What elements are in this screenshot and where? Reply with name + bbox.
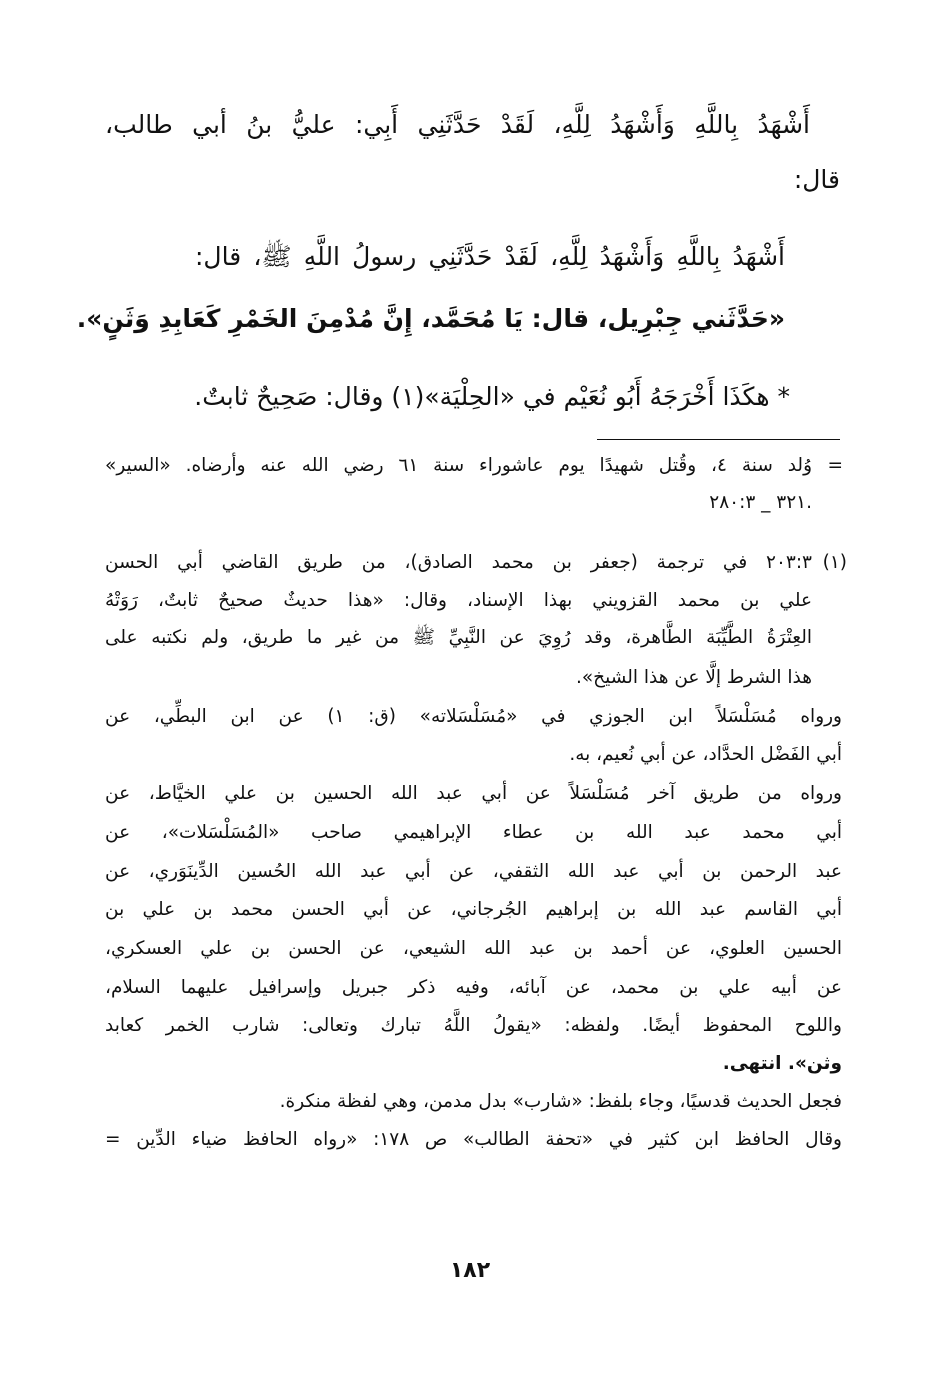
footnote-line: وقال الحافظ ابن كثير في «تحفة الطالب» ص ١٧٨: «رواه الحافظ ضياء الدِّين = [105,1129,842,1150]
footnote-number: (١) [822,552,847,573]
footnote-line: أبي الفَضْل الحدَّاد، عن أبي نُعيم، به. [569,744,842,765]
footnote-line: علي بن محمد القزويني بهذا الإسناد، وقال: «هذا حديثٌ صحيحٌ ثابتٌ، رَوَتْهُ [105,590,812,611]
continuation-mark: = [827,455,843,476]
footnote-line: عبد الرحمن بن أبي عبد الله الثقفي، عن أبي عبد الله الحُسين الدِّينَوَري، عن [105,861,842,882]
footnote-line: عن أبيه علي بن محمد، عن آبائه، وفيه ذكر جبريل وإسرافيل عليهما السلام، [105,977,842,998]
footnote-line: هذا الشرط إلَّا عن هذا الشيخ». [575,667,812,688]
main-line: أَشْهَدُ بِاللَّهِ وَأَشْهَدُ لِلَّهِ، لَقَدْ حَدَّثَنِي رسولُ اللَّهِ ﷺ، قال: [195,242,785,271]
footnote-divider [597,439,840,440]
footnote-line: فجعل الحديث قدسيًا، وجاء بلفظ: «شارب» بدل مدمن، وهي لفظة منكرة. [279,1091,842,1112]
main-line: قال: [793,165,840,194]
main-line: أَشْهَدُ بِاللَّهِ وَأَشْهَدُ لِلَّهِ، لَقَدْ حَدَّثَنِي أَبِي: عليُّ بنُ أبي طالب، [105,110,810,139]
footnote-line: واللوح المحفوظ أيضًا. ولفظه: «يقولُ اللَّهُ تبارك وتعالى: شارب الخمر كعابد [105,1015,842,1036]
footnote-line: ورواه من طريق آخر مُسَلْسَلاً عن أبي عبد الله الحسين بن علي الخيَّاط، عن [105,783,842,804]
footnote-line: ٢٠٣:٣ في ترجمة (جعفر بن محمد الصادق)، من طريق القاضي أبي الحسن [105,552,812,573]
footnote-line: .٣٢١ _ ٢٨٠:٣ [709,492,812,513]
footnote-line: وثن». انتهى. [722,1053,842,1074]
footnote-line: أبي محمد عبد الله بن عطاء الإبراهيمي صاحب «المُسَلْسَلات»، عن [105,822,842,843]
footnote-line: العِتْرَةُ الطَّيِّبَة الطَّاهرة، وقد رُوِيَ عن النَّبِيِّ ﷺ من غير ما طريق، ولم نكتبه على [105,627,812,648]
footnote-line: وُلد سنة ٤، وقُتل شهيدًا يوم عاشوراء سنة ٦١ رضي الله عنه وأرضاه. «السير» [105,455,812,476]
main-line: * هكَذَا أَخْرَجَهُ أَبُو نُعَيْم في «الحِلْيَة»(١) وقال: صَحِيحٌ ثابتٌ. [194,382,790,411]
main-line-hadith: «حَدَّثَني جِبْرِيل، قال: يَا مُحَمَّد، إِنَّ مُدْمِنَ الخَمْرِ كَعَابِدِ وَثَنٍ». [76,304,785,333]
footnote-line: ورواه مُسَلْسَلاً ابن الجوزي في «مُسَلْسَلاته» (ق: ١) عن ابن البطِّي، عن [105,706,842,727]
page-number: ١٨٢ [449,1258,491,1283]
footnote-line: الحسين العلوي، عن أحمد بن عبد الله الشيعي، عن الحسن بن علي العسكري، [105,938,842,959]
footnote-line: أبي القاسم عبد الله بن إبراهيم الجُرجاني، عن أبي الحسن محمد بن علي بن [105,899,842,920]
